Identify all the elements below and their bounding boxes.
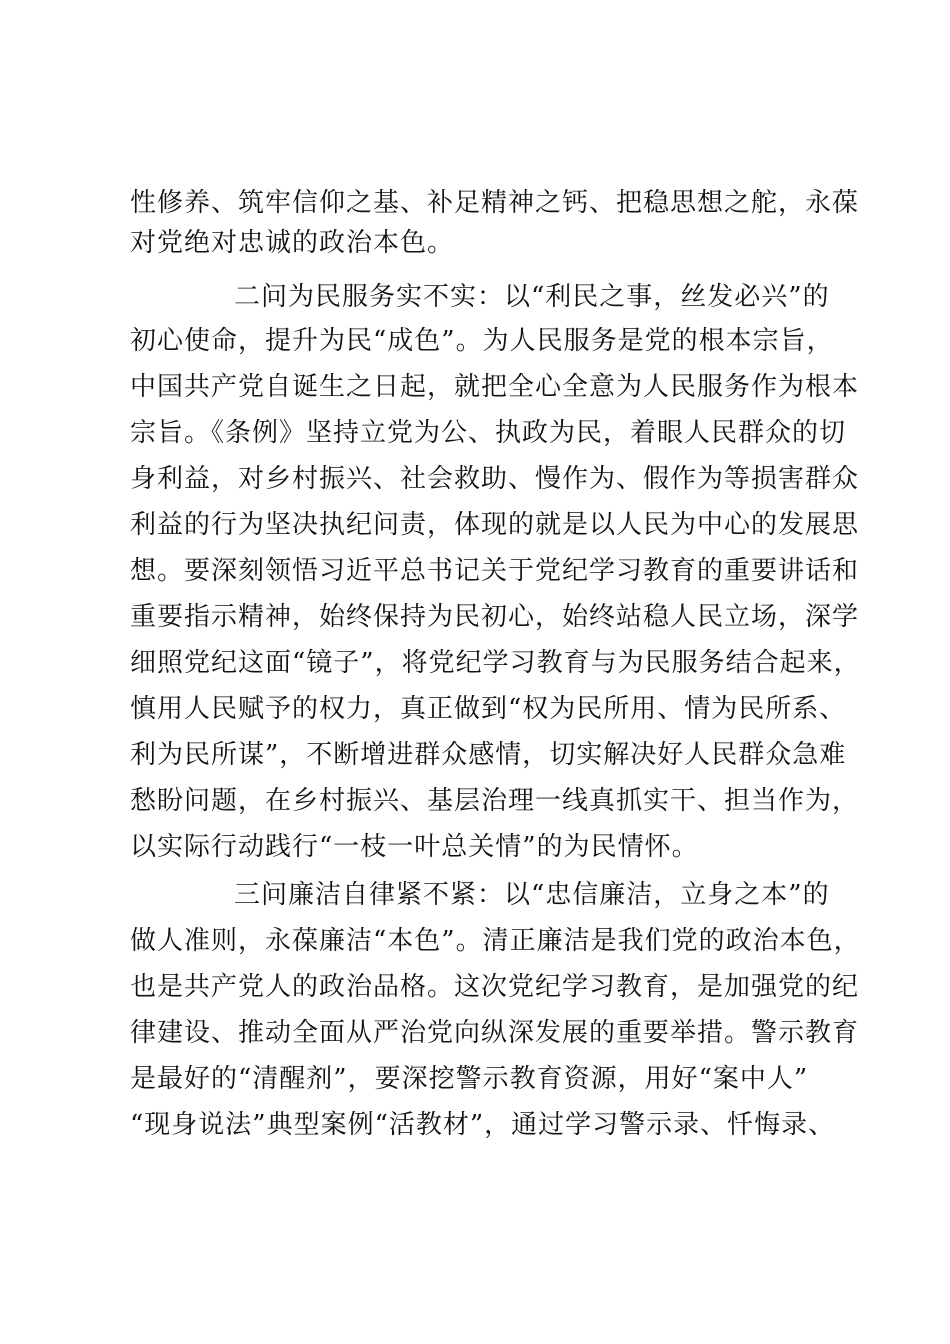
text-line: 以实际行动践行“一枝一叶总关情”的为民情怀。: [130, 832, 699, 862]
text-line: 做人准则，永葆廉洁“本色”。清正廉洁是我们党的政治本色，: [130, 926, 861, 956]
text-line: 细照党纪这面“镜子”，将党纪学习教育与为民服务结合起来，: [130, 648, 861, 678]
text-line: 性修养、筑牢信仰之基、补足精神之钙、把稳思想之舵，永葆: [130, 188, 860, 218]
paragraph-start-line: 二问为民服务实不实：以“利民之事，丝发必兴”的: [234, 282, 830, 312]
text-line: 初心使命，提升为民“成色”。为人民服务是党的根本宗旨，: [130, 326, 834, 356]
text-line: 是最好的“清醒剂”，要深挖警示教育资源，用好“案中人”: [130, 1064, 809, 1094]
paragraph-start-line: 三问廉洁自律紧不紧：以“忠信廉洁，立身之本”的: [234, 880, 830, 910]
text-line: 慎用人民赋予的权力，真正做到“权为民所用、情为民所系、: [130, 694, 847, 724]
text-line: 也是共产党人的政治品格。这次党纪学习教育，是加强党的纪: [130, 972, 860, 1002]
text-line: 中国共产党自诞生之日起，就把全心全意为人民服务作为根本: [130, 372, 860, 402]
text-line: “现身说法”典型案例“活教材”，通过学习警示录、忏悔录、: [130, 1110, 836, 1140]
text-line: 重要指示精神，始终保持为民初心，始终站稳人民立场，深学: [130, 602, 860, 632]
text-line: 宗旨。《条例》坚持立党为公、执政为民，着眼人民群众的切: [130, 418, 847, 448]
text-line: 身利益，对乡村振兴、社会救助、慢作为、假作为等损害群众: [130, 464, 860, 494]
text-line: 利为民所谋”，不断增进群众感情，切实解决好人民群众急难: [130, 740, 847, 770]
text-line: 对党绝对忠诚的政治本色。: [130, 228, 455, 258]
text-line: 想。要深刻领悟习近平总书记关于党纪学习教育的重要讲话和: [130, 556, 860, 586]
text-line: 律建设、推动全面从严治党向纵深发展的重要举措。警示教育: [130, 1018, 860, 1048]
text-line: 利益的行为坚决执纪问责，体现的就是以人民为中心的发展思: [130, 510, 860, 540]
text-line: 愁盼问题，在乡村振兴、基层治理一线真抓实干、担当作为，: [130, 786, 860, 816]
